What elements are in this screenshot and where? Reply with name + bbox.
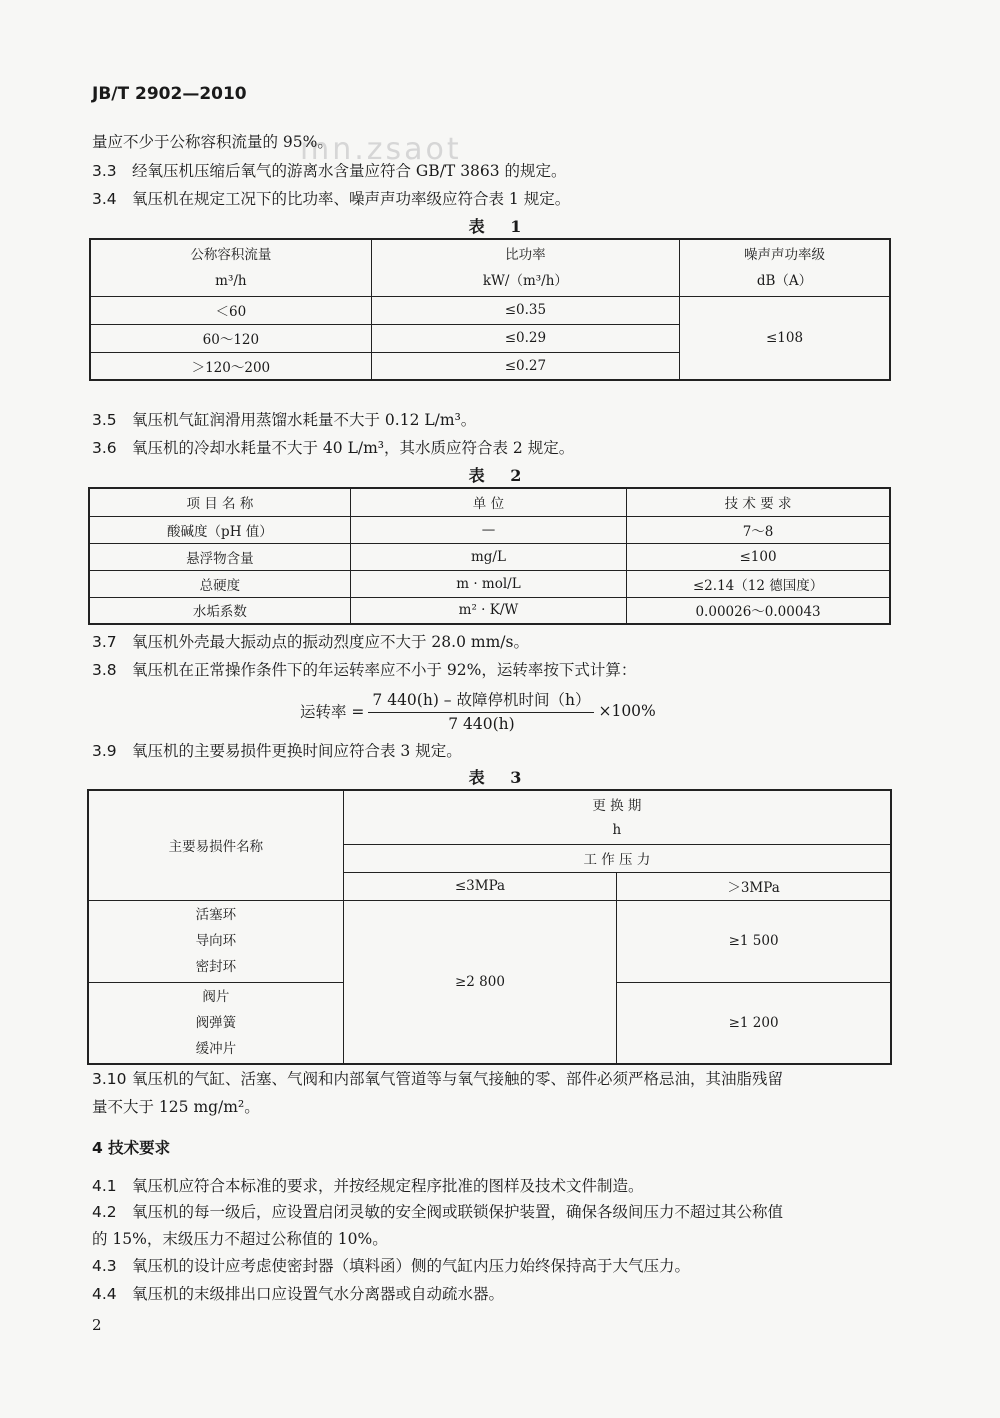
table1-caption: 表 1 <box>468 217 532 236</box>
table3-caption: 表 3 <box>468 768 532 787</box>
table-cell: 60～120 <box>90 324 371 352</box>
clause-text: 经氧压机压缩后氧气的游离水含量应符合 GB/T 3863 的规定。 <box>132 162 567 180</box>
table-cell: 7～8 <box>627 516 890 543</box>
clause-text: 氧压机外壳最大振动点的振动烈度应不大于 28.0 mm/s。 <box>132 633 529 651</box>
table2 <box>88 487 891 625</box>
table-cell: ≤2.14（12 德国度） <box>627 570 890 597</box>
clause-text: 氧压机气缸润滑用蒸馏水耗量不大于 0.12 L/m³。 <box>132 411 477 429</box>
clause-text: 氧压机的气缸、活塞、气阀和内部氧气管道等与氧气接触的零、部件必须严格忌油，其油脂残留 <box>132 1070 784 1088</box>
clause-3-8 <box>92 659 636 681</box>
clause-number: 3.9 <box>92 742 117 760</box>
table2-header-item: 项 目 名 称 <box>89 488 350 516</box>
clause-3-4 <box>92 188 570 210</box>
table2-header-unit: 单 位 <box>350 488 626 516</box>
clause-4-3 <box>92 1255 690 1277</box>
table3-header-name: 主要易损件名称 <box>88 790 343 900</box>
page-number: 2 <box>92 1316 102 1334</box>
clause-4-2 <box>92 1201 783 1223</box>
clause-text: 氧压机应符合本标准的要求，并按经规定程序批准的图样及技术文件制造。 <box>132 1177 644 1195</box>
clause-number: 3.7 <box>92 633 117 651</box>
availability-formula <box>300 688 656 733</box>
table-cell: ＜60 <box>90 296 371 324</box>
table1-noise-value: ≤108 <box>680 296 891 380</box>
clause-3-10-cont: 量不大于 125 mg/m²。 <box>92 1098 260 1116</box>
table3-high-group2: ≥1 200 <box>617 982 891 1064</box>
table3-header-period-unit: h <box>343 817 891 844</box>
table-cell: — <box>350 516 626 543</box>
table-cell: ≤0.29 <box>371 324 679 352</box>
clause-3-10 <box>92 1068 783 1090</box>
clause-number: 3.3 <box>92 162 117 180</box>
clause-3-7 <box>92 631 529 653</box>
table3-header-pressure: 工 作 压 力 <box>343 844 891 872</box>
table-cell: 酸碱度（pH 值） <box>89 516 350 543</box>
table3-header-low-pressure: ≤3MPa <box>343 872 616 900</box>
clause-number: 4.2 <box>92 1203 117 1221</box>
clause-number: 3.6 <box>92 439 117 457</box>
table3-header-high-pressure: ＞3MPa <box>617 872 891 900</box>
formula-rhs: ×100% <box>598 701 656 720</box>
clause-number: 4.1 <box>92 1177 117 1195</box>
standard-number: JB/T 2902—2010 <box>92 84 247 104</box>
clause-3-3 <box>92 160 567 182</box>
clause-number: 3.8 <box>92 661 117 679</box>
formula-fraction <box>368 688 594 733</box>
table-cell: ≤0.35 <box>371 296 679 324</box>
clause-number: 4.3 <box>92 1257 117 1275</box>
clause-text: 氧压机的主要易损件更换时间应符合表 3 规定。 <box>132 742 462 760</box>
table-cell: 悬浮物含量 <box>89 543 350 570</box>
formula-lhs: 运转率 = <box>300 702 365 721</box>
table-cell: m · mol/L <box>350 570 626 597</box>
table3-group1-names: 活塞环 导向环 密封环 <box>88 900 343 982</box>
clause-3-6 <box>92 437 574 459</box>
clause-text: 氧压机在规定工况下的比功率、噪声声功率级应符合表 1 规定。 <box>132 190 571 208</box>
table-cell: ≤100 <box>627 543 890 570</box>
clause-number: 4.4 <box>92 1285 117 1303</box>
clause-number: 3.4 <box>92 190 117 208</box>
clause-3-9 <box>92 740 462 762</box>
formula-denominator: 7 440(h) <box>448 715 515 733</box>
table3 <box>87 789 892 1065</box>
table1-header-noise: 噪声声功率级 dB（A） <box>680 239 891 296</box>
clause-number: 3.5 <box>92 411 117 429</box>
table1 <box>89 238 891 381</box>
clause-4-4 <box>92 1283 504 1305</box>
table3-high-group1: ≥1 500 <box>617 900 891 982</box>
clause-text: 氧压机的末级排出口应设置气水分离器或自动疏水器。 <box>132 1285 505 1303</box>
table1-header-flow: 公称容积流量 m³/h <box>90 239 371 296</box>
table2-header-req: 技 术 要 求 <box>627 488 890 516</box>
table-cell: 水垢系数 <box>89 597 350 624</box>
table-cell: ＞120～200 <box>90 352 371 380</box>
clause-text: 氧压机的冷却水耗量不大于 40 L/m³，其水质应符合表 2 规定。 <box>132 439 575 457</box>
table-cell: 0.00026～0.00043 <box>627 597 890 624</box>
clause-4-1 <box>92 1175 644 1197</box>
table-cell: mg/L <box>350 543 626 570</box>
clause-3-5 <box>92 409 476 431</box>
table-cell: 总硬度 <box>89 570 350 597</box>
clause-continuation: 量应不少于公称容积流量的 95%。 <box>92 133 333 151</box>
table1-header-power: 比功率 kW/（m³/h） <box>371 239 679 296</box>
table-cell: m² · K/W <box>350 597 626 624</box>
section-4-title: 4 技术要求 <box>92 1139 171 1157</box>
clause-text: 氧压机的每一级后，应设置启闭灵敏的安全阀或联锁保护装置，确保各级间压力不超过其公称值 <box>132 1203 784 1221</box>
table3-header-period: 更 换 期 <box>343 790 891 817</box>
clause-text: 氧压机在正常操作条件下的年运转率应不小于 92%，运转率按下式计算： <box>132 661 637 679</box>
formula-numerator: 7 440(h) – 故障停机时间（h） <box>368 688 594 713</box>
watermark: mn.zsaot <box>300 132 462 167</box>
clause-4-2-cont: 的 15%，末级压力不超过公称值的 10%。 <box>92 1230 388 1248</box>
table-cell: ≤0.27 <box>371 352 679 380</box>
table2-caption: 表 2 <box>468 466 532 485</box>
table3-group2-names: 阀片 阀弹簧 缓冲片 <box>88 982 343 1064</box>
clause-number: 3.10 <box>92 1070 127 1088</box>
table3-low-value: ≥2 800 <box>343 900 616 1064</box>
clause-text: 氧压机的设计应考虑使密封器（填料函）侧的气缸内压力始终保持高于大气压力。 <box>132 1257 691 1275</box>
